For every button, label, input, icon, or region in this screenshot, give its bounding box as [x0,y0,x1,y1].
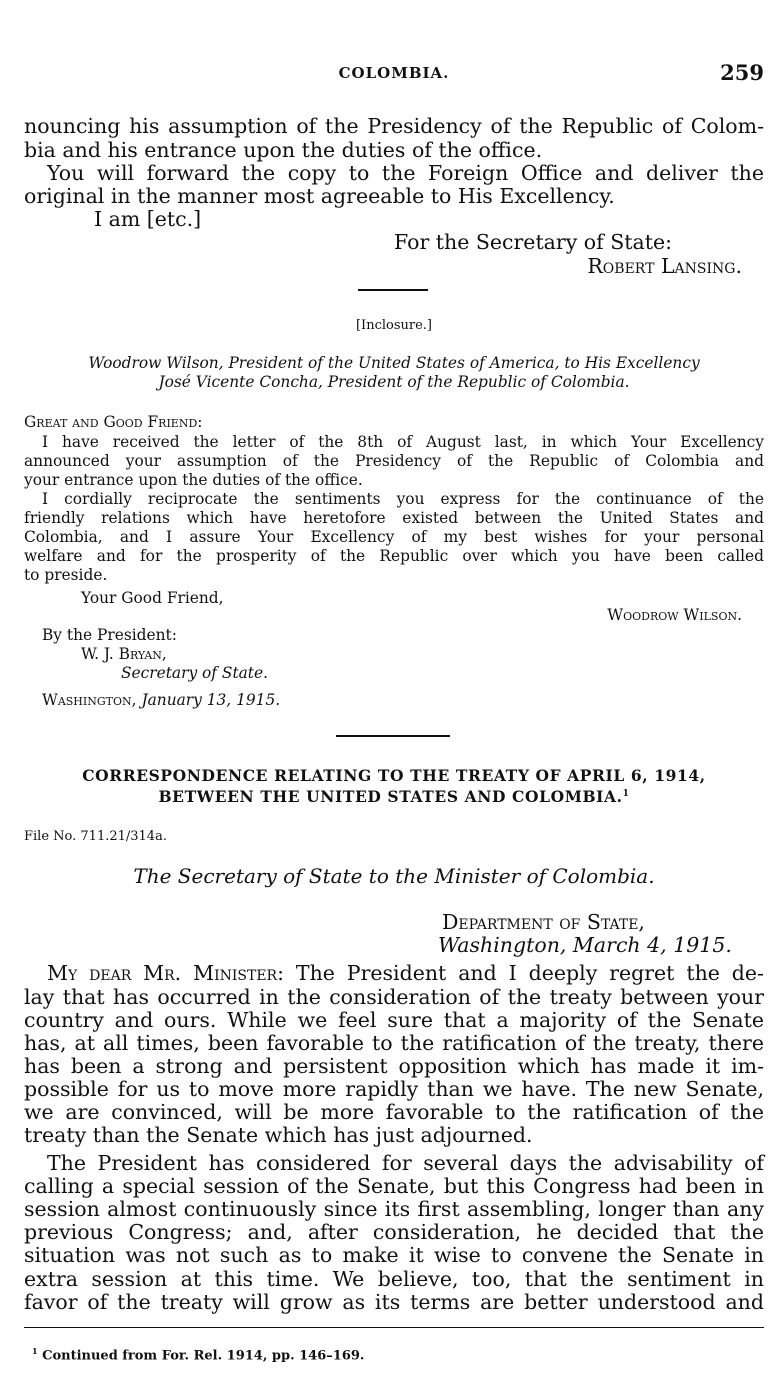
footnote-rule [24,1327,764,1328]
inclosure-body-line-7: welfare and for the prosperity of the Republic over which you have been called [24,547,764,565]
inclosure-title-line-2: José Vicente Concha, President of the Republic of Colombia. [158,373,630,391]
place: Washington, [42,691,137,709]
inclosure-body-line-3: your entrance upon the duties of the office. [24,471,363,489]
heading-footnote-mark: 1 [622,788,630,799]
document-page [24,0,764,1379]
countersigner-title: Secretary of State. [121,664,268,682]
by-the-president: By the President: [42,626,177,644]
top-letter-line-1: nouncing his assumption of the Presidency of the Republic of Colom- [24,114,764,138]
para2-line-6: extra session at this time. We believe, too, that the sentiment in [24,1267,764,1291]
page-number: 259 [720,60,764,85]
signature-line: For the Secretary of State: [394,230,673,254]
inclosure-body-line-8: to preside. [24,566,108,584]
place-date [42,691,280,710]
section-heading-line-2-wrap [24,787,764,806]
para1-line-4: has, at all times, been favorable to the ratification of the treaty, there [24,1031,764,1055]
para2-line-7: favor of the treaty will grow as its terms are better understood and [24,1290,764,1314]
inclosure-title-line-1: Woodrow Wilson, President of the United States of America, to His Excellency [88,354,700,372]
para1-line-2: lay that has occurred in the consideration of the treaty between your [24,985,764,1009]
file-number: File No. 711.21/314a. [24,829,167,844]
dateline: Washington, March 4, 1915. [438,933,732,957]
inclosure-body-line-1: I have received the letter of the 8th of August last, in which Your Excellency [42,433,764,451]
para1-line-3: country and ours. While we feel sure that a majority of the Senate [24,1008,764,1032]
inclosure-closing: Your Good Friend, [81,589,224,607]
footnote-text: Continued from For. Rel. 1914, pp. 146–169. [42,1348,365,1364]
para1-line-5: has been a strong and persistent opposition which has made it im- [24,1054,764,1078]
section-divider-rule [336,735,450,737]
top-letter-line-4: original in the manner most agreeable to His Excellency. [24,184,615,208]
footnote [32,1346,364,1363]
inclosure-label: [Inclosure.] [355,318,432,333]
divider-rule [358,289,428,291]
para2-line-1: The President has considered for several days the advisability of [47,1151,764,1175]
section-heading-line-1: CORRESPONDENCE RELATING TO THE TREATY OF APRIL 6, 1914, [82,766,706,785]
section-heading-line-2: BETWEEN THE UNITED STATES AND COLOMBIA. [158,787,623,806]
inclosure-body-line-4: I cordially reciprocate the sentiments you express for the continuance of the [42,490,764,508]
inclosure-body-line-2: announced your assumption of the Presidency of the Republic of Colombia and [24,452,764,470]
doc-title: The Secretary of State to the Minister of Colombia. [133,864,655,888]
inclosure-body-line-6: Colombia, and I assure Your Excellency of my best wishes for your personal [24,528,764,546]
para2-line-4: previous Congress; and, after consideration, he decided that the [24,1220,764,1244]
para2-line-3: session almost continuously since its first assembling, longer than any [24,1197,764,1221]
date: January 13, 1915. [141,691,281,709]
inclosure-salutation: Great and Good Friend: [24,413,203,431]
para2-line-2: calling a special session of the Senate, but this Congress had been in [24,1174,764,1198]
para2-line-5: situation was not such as to make it wise to convene the Senate in [24,1243,764,1267]
para1-line-6: possible for us to move more rapidly than we have. The new Senate, [24,1077,764,1101]
signature-name: Robert Lansing. [587,254,742,278]
top-letter-closing: I am [etc.] [94,207,202,231]
footnote-mark: 1 [32,1346,38,1356]
dept-of-state: Department of State, [442,910,645,934]
countersigner: W. J. Bryan, [81,645,167,663]
para1-first-line [47,962,764,985]
top-letter-line-2: bia and his entrance upon the duties of the office. [24,138,543,162]
salutation: My dear Mr. Minister: [47,961,284,985]
inclosure-body-line-5: friendly relations which have heretofore existed between the United States and [24,509,764,527]
running-title: COLOMBIA. [338,64,450,82]
para1-line-8: treaty than the Senate which has just adjourned. [24,1123,533,1147]
top-letter-line-3: You will forward the copy to the Foreign Office and deliver the [47,161,764,185]
inclosure-signer: Woodrow Wilson. [607,606,742,624]
para1-first-text: The President and I deeply regret the de- [295,961,764,985]
para1-line-7: we are convinced, will be more favorable to the ratification of the [24,1100,764,1124]
